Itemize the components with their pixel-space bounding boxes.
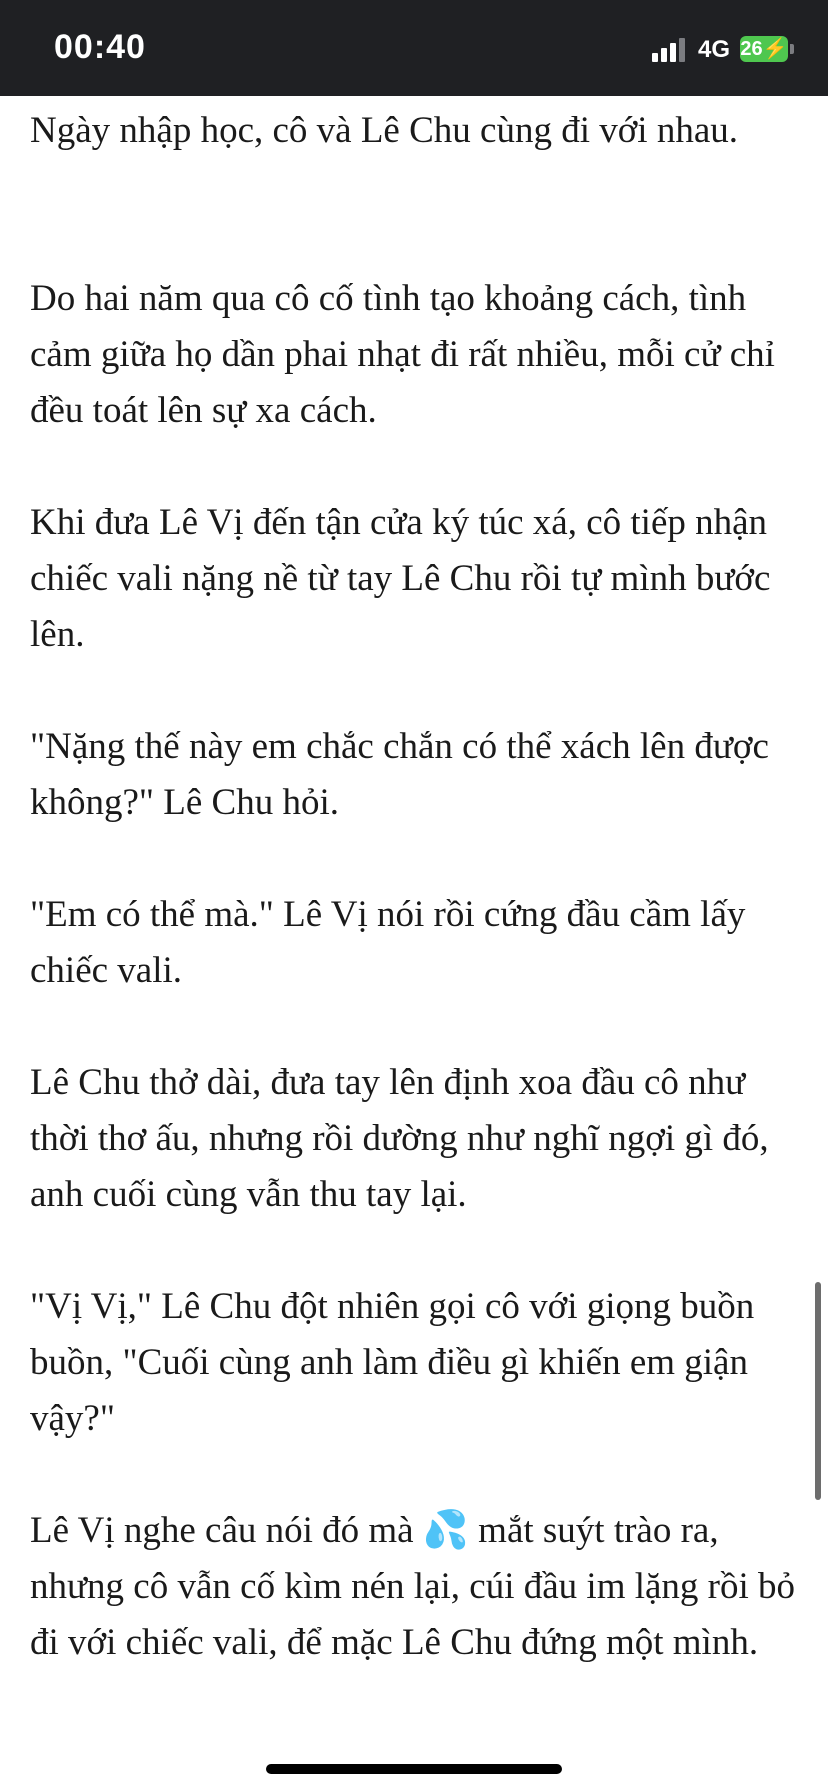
status-bar	[0, 0, 828, 96]
paragraph: Lê Chu thở dài, đưa tay lên định xoa đầu cô như thời thơ ấu, nhưng rồi dường như nghĩ ngợi gì đó, anh cuối cùng vẫn thu tay lại.	[30, 1062, 769, 1215]
battery-cap	[790, 44, 794, 54]
paragraph: Do hai năm qua cô cố tình tạo khoảng cách, tình cảm giữa họ dần phai nhạt đi rất nhiều, mỗi cử chỉ đều toát lên sự xa cách.	[30, 278, 775, 431]
scroll-indicator[interactable]	[815, 1282, 821, 1500]
paragraph: Khi đưa Lê Vị đến tận cửa ký túc xá, cô tiếp nhận chiếc vali nặng nề từ tay Lê Chu rồi tự mình bước lên.	[30, 502, 771, 655]
battery-charging-icon	[740, 36, 788, 62]
status-time: 00:40	[54, 28, 146, 66]
paragraph: "Nặng thế này em chắc chắn có thể xách lên được không?" Lê Chu hỏi.	[30, 726, 769, 823]
article-body	[30, 103, 810, 1727]
paragraph: Ngày nhập học, cô và Lê Chu cùng đi với nhau.	[30, 110, 739, 151]
paragraph: Lê Vị nghe câu nói đó mà 💦 mắt suýt trào ra, nhưng cô vẫn cố kìm nén lại, cúi đầu im lặng rồi bỏ đi với chiếc vali, để mặc Lê Chu đứng một mình.	[30, 1510, 796, 1663]
home-indicator[interactable]	[266, 1764, 562, 1774]
paragraph: "Em có thể mà." Lê Vị nói rồi cứng đầu cầm lấy chiếc vali.	[30, 894, 746, 991]
paragraph: "Vị Vị," Lê Chu đột nhiên gọi cô với giọng buồn buồn, "Cuối cùng anh làm điều gì khiến em giận vậy?"	[30, 1286, 755, 1439]
network-type-label: 4G	[698, 36, 731, 63]
cellular-signal-icon	[652, 38, 686, 62]
battery-level-label: 26⚡	[740, 38, 788, 60]
